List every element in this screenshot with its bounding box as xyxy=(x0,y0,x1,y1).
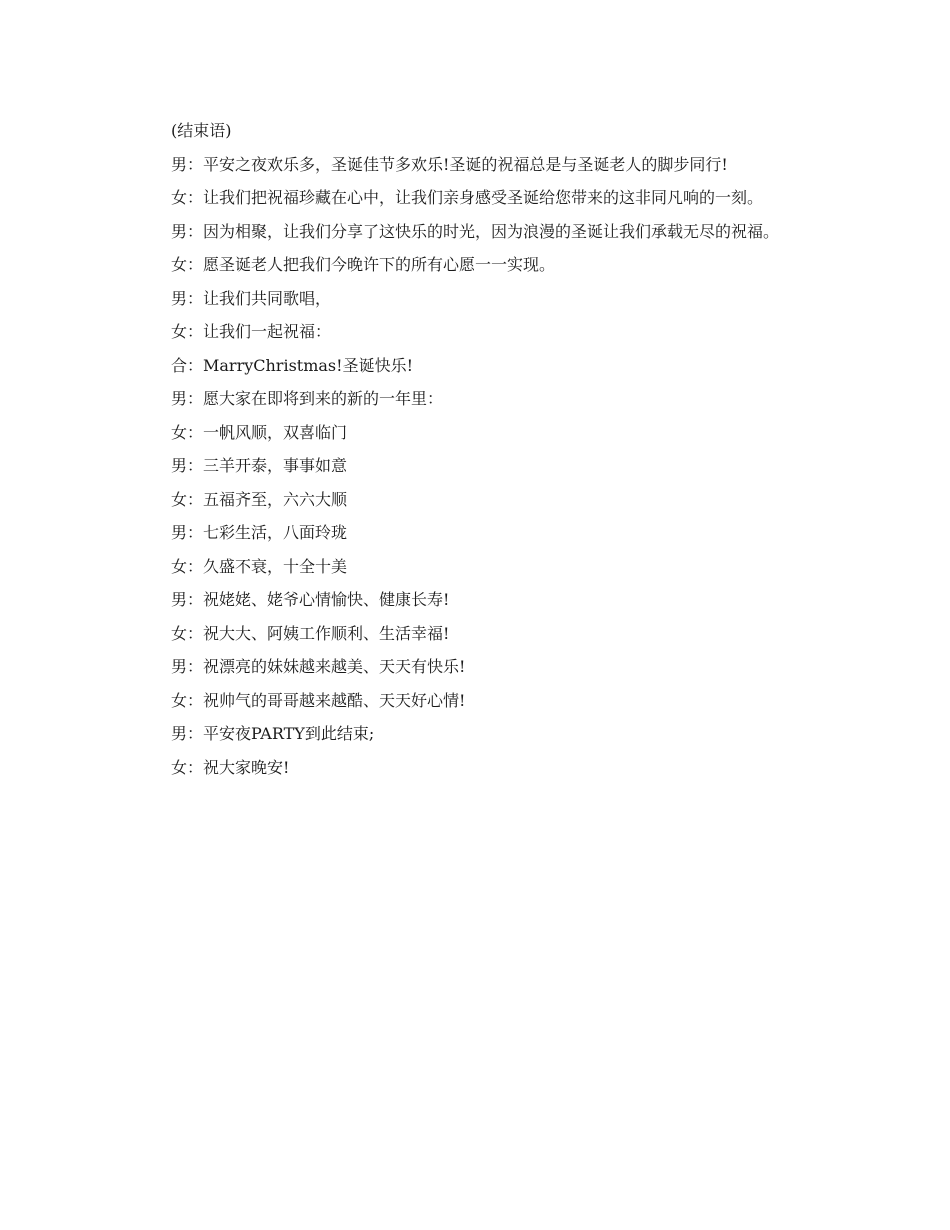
dialogue-line: 男：七彩生活，八面玲珑 xyxy=(171,523,348,542)
closing-heading: (结束语) xyxy=(171,121,232,140)
dialogue-line: 男：祝漂亮的妹妹越来越美、天天有快乐! xyxy=(171,657,466,676)
dialogue-line: 女：五福齐至，六六大顺 xyxy=(171,489,348,509)
dialogue-line: 女：祝帅气的哥哥越来越酷、天天好心情! xyxy=(171,690,466,710)
dialogue-line: 女：愿圣诞老人把我们今晚许下的所有心愿一一实现。 xyxy=(171,255,556,274)
dialogue-line: 女：祝大家晚安! xyxy=(171,757,290,777)
dialogue-line: 男：因为相聚，让我们分享了这快乐的时光，因为浪漫的圣诞让我们承载无尽的祝福。 xyxy=(171,221,780,241)
dialogue-line: 男：平安夜PARTY到此结束; xyxy=(171,724,375,743)
dialogue-line: 男：祝姥姥、姥爷心情愉快、健康长寿! xyxy=(171,590,450,609)
dialogue-line: 男：愿大家在即将到来的新的一年里： xyxy=(171,389,444,408)
dialogue-line: 女：让我们一起祝福： xyxy=(171,322,332,341)
dialogue-line: 女：祝大大、阿姨工作顺利、生活幸福! xyxy=(171,623,450,643)
dialogue-line: 女：一帆风顺，双喜临门 xyxy=(171,422,348,442)
dialogue-line: 女：让我们把祝福珍藏在心中，让我们亲身感受圣诞给您带来的这非同凡响的一刻。 xyxy=(171,188,764,207)
dialogue-line: 女：久盛不衰，十全十美 xyxy=(171,556,348,576)
dialogue-line: 男：平安之夜欢乐多，圣诞佳节多欢乐!圣诞的祝福总是与圣诞老人的脚步同行! xyxy=(171,154,728,174)
dialogue-line: 男：让我们共同歌唱， xyxy=(171,288,332,308)
document-body xyxy=(139,114,815,784)
dialogue-line: 合：MarryChristmas!圣诞快乐! xyxy=(171,355,413,375)
dialogue-line: 男：三羊开泰，事事如意 xyxy=(171,456,348,475)
